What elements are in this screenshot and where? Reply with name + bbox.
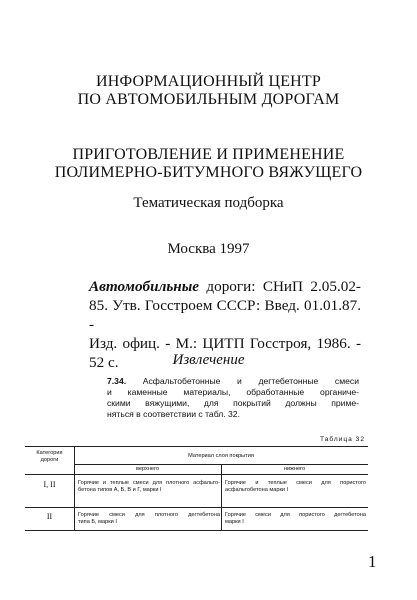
reference-line-3: Изд. офиц. - М.: ЦИТП Госстроя, 1986. - [89, 335, 361, 352]
reference-line-2: 85. Утв. Госстроем СССР: Введ. 01.01.87. - [89, 297, 361, 333]
table-divider-subheader [74, 464, 368, 465]
reference-bold-term: Автомобильные [89, 278, 200, 295]
title-line-2: ПОЛИМЕРНО-БИТУМНОГО ВЯЖУЩЕГО [54, 164, 363, 181]
clause-line-4: няться в соответствии с табл. 32. [107, 409, 240, 419]
reference-line-1 [89, 277, 361, 296]
document-title [0, 146, 417, 182]
clause-line-1-rest: Асфальтобетонные и дегтебетонные смеси [126, 376, 359, 386]
organization-line-1: ИНФОРМАЦИОННЫЙ ЦЕНТР [95, 73, 321, 90]
table-row-2-lower-line-1: Горячие смеси для пористого дегтебетона [225, 512, 366, 518]
table-caption: Таблица 32 [320, 436, 366, 443]
header-upper-layer: верхнего [135, 466, 160, 472]
header-category-line-2: дороги [40, 457, 59, 463]
clause-number: 7.34. [107, 376, 127, 386]
clause-line-2: и каменные материалы, обработанные органиче- [107, 387, 359, 397]
organization-line-2: ПО АВТОМОБИЛЬНЫМ ДОРОГАМ [77, 91, 340, 108]
table-row-2-category: II [46, 512, 53, 521]
table-row-1-upper [78, 480, 220, 494]
header-category [25, 450, 74, 464]
document-subtitle: Тематическая подборка [133, 195, 284, 211]
reference-line-4: 52 с. [89, 354, 119, 371]
table-row-2-upper-line-2: типа Б, марки I [78, 519, 117, 525]
table-divider-header-bottom [25, 474, 368, 475]
clause-line-3: скими вяжущими, для покрытий должны приме- [107, 398, 359, 408]
table-row-1-lower [225, 480, 366, 494]
table-row-2-upper-line-1: Горячие смеси для плотного дегтебетона [78, 512, 220, 518]
organization-heading [0, 73, 417, 109]
table-divider-row [25, 507, 368, 508]
table-row-1-upper-line-1: Горячие и теплые смеси для плотного асфальто- [78, 480, 220, 486]
table-row-1-upper-line-2: бетона типов А, Б, В и Г, марки I [78, 487, 162, 493]
table-row-2-upper [78, 512, 220, 526]
table-row-2-lower [225, 512, 366, 526]
materials-table [25, 446, 368, 531]
table-row-1-lower-line-2: асфальтобетона марки I [225, 487, 289, 493]
place-and-year: Москва 1997 [167, 241, 250, 257]
clause-paragraph [107, 376, 359, 420]
header-category-line-1: Категория [36, 450, 63, 456]
table-row-1-lower-line-1: Горячие и теплые смеси для пористого [225, 480, 366, 486]
clause-line-1 [107, 376, 359, 387]
page-number: 1 [368, 552, 377, 571]
table-row-2-lower-line-2: марки I [225, 519, 244, 525]
title-line-1: ПРИГОТОВЛЕНИЕ И ПРИМЕНЕНИЕ [72, 146, 345, 163]
reference-line-1-rest: дороги: СНиП 2.05.02- [199, 278, 361, 295]
header-lower-layer: нижнего [283, 466, 306, 472]
table-row-1-category: I, II [43, 480, 56, 489]
extract-label: Извлечение [172, 352, 245, 368]
header-material: Материал слоя покрытия [188, 453, 254, 459]
